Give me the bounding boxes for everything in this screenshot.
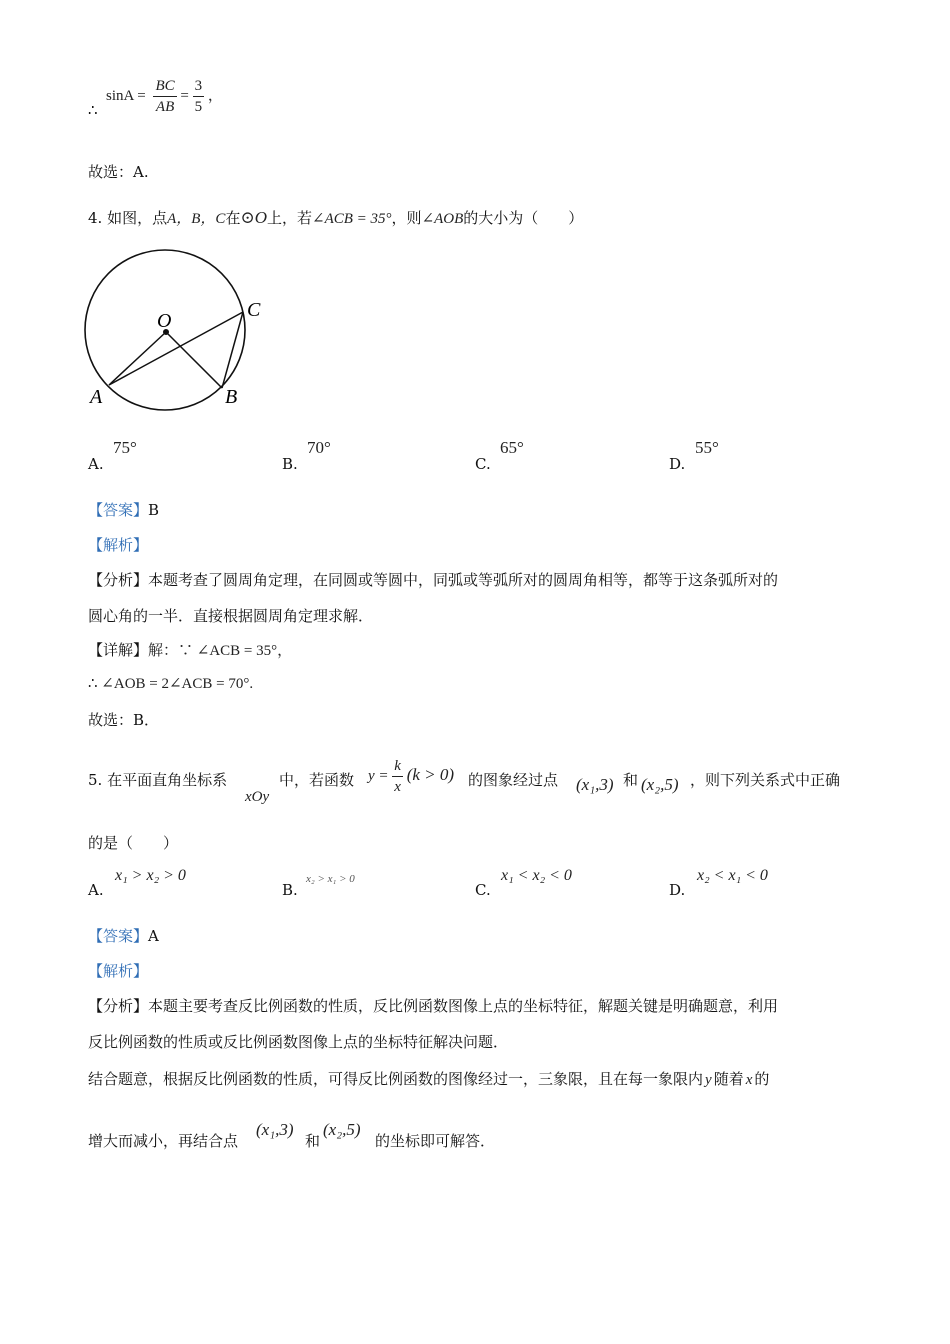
label-b: B bbox=[225, 386, 238, 408]
q4-detail-line2 bbox=[88, 674, 253, 694]
label-o: O bbox=[157, 310, 172, 332]
fenxi-label: 【分析】 bbox=[88, 997, 149, 1015]
label-c: C bbox=[247, 299, 261, 321]
q5-system: xOy bbox=[245, 789, 270, 805]
q5-analysis-line4-end: 的坐标即可解答． bbox=[375, 1132, 496, 1150]
q4-fenxi-line2: 圆心角的一半．直接根据圆周角定理求解． bbox=[88, 607, 374, 625]
q5-option-c[interactable] bbox=[475, 880, 491, 900]
q5-stem-line2: 的是（ ） bbox=[88, 834, 179, 852]
option-letter: A. bbox=[88, 881, 104, 899]
q4-condition: ∠ACB = 35° bbox=[312, 211, 392, 227]
option-letter: C. bbox=[475, 455, 491, 473]
q5-option-a-value: x₁ > x₂ > 0 bbox=[115, 867, 186, 884]
sine-equation bbox=[106, 76, 223, 117]
analysis-text: 随着 bbox=[713, 1070, 744, 1088]
fenxi-text: 本题考查了圆周角定理，在同圆或等圆中，同弧或等弧所对的圆周角相等，都等于这条弧所对的 bbox=[148, 571, 779, 589]
segment-ac bbox=[109, 312, 243, 385]
option-letter: B. bbox=[282, 455, 298, 473]
fraction-denominator: 5 bbox=[194, 99, 203, 115]
q5-fenxi-line1 bbox=[88, 996, 778, 1016]
q5-analysis-line4-start: 增大而减小，再结合点 bbox=[88, 1132, 239, 1150]
q4-analysis-label: 【解析】 bbox=[88, 536, 149, 554]
q5-number: 5. bbox=[88, 771, 103, 789]
q4-stem-text: 的大小为（ ） bbox=[463, 209, 584, 227]
q4-target-angle: ∠AOB bbox=[421, 211, 464, 227]
fraction-bc-ab bbox=[153, 76, 176, 117]
q5-stem-text: ，则下列关系式中正确 bbox=[690, 771, 841, 789]
q5-answer bbox=[88, 926, 159, 946]
var-x: x bbox=[745, 1072, 753, 1088]
label-a: A bbox=[90, 386, 103, 408]
q5-line4-and: 和 bbox=[305, 1132, 321, 1150]
q4-circle-symbol: ⊙O bbox=[240, 208, 267, 227]
answer-value: A bbox=[148, 927, 159, 945]
option-letter: A. bbox=[88, 455, 104, 473]
q5-option-c-value: x₁ < x₂ < 0 bbox=[501, 867, 572, 884]
detail-period: . bbox=[249, 676, 254, 692]
option-letter: B. bbox=[282, 881, 298, 899]
q4-option-a[interactable] bbox=[88, 454, 104, 474]
detail-label: 【详解】 bbox=[88, 641, 149, 659]
q4-option-b[interactable] bbox=[282, 454, 298, 474]
q4-stem-text: 如图，点 bbox=[107, 209, 168, 227]
answer-label: 【答案】 bbox=[88, 501, 149, 519]
q5-line4-point2: (x₂,5) bbox=[323, 1120, 361, 1139]
q4-fenxi-line1 bbox=[88, 570, 778, 590]
fraction-denominator: x bbox=[394, 779, 401, 795]
function-y: y = bbox=[368, 767, 389, 784]
q5-fenxi-line2: 反比例函数的性质或反比例函数图像上点的坐标特征解决问题． bbox=[88, 1033, 509, 1051]
fraction-3-5 bbox=[193, 76, 205, 117]
segment-ob bbox=[166, 332, 222, 388]
q5-stem bbox=[88, 770, 227, 790]
q5-point2: (x₂,5) bbox=[641, 775, 679, 794]
q5-option-d[interactable] bbox=[669, 880, 685, 900]
function-fraction bbox=[392, 756, 403, 797]
q5-stem-text: 中，若函数 bbox=[279, 771, 355, 789]
q4-number: 4. bbox=[88, 209, 103, 227]
q5-option-b-value: x₂ > x₁ > 0 bbox=[306, 873, 355, 885]
circle-figure bbox=[80, 245, 280, 415]
detail-expression: ∴ ∠AOB = 2∠ACB = 70° bbox=[88, 676, 250, 692]
q5-analysis-line3 bbox=[88, 1069, 769, 1090]
q5-point1: (x₁,3) bbox=[576, 775, 614, 794]
q4-option-b-value: 70° bbox=[307, 438, 331, 457]
fenxi-text: 本题主要考查反比例函数的性质，反比例函数图像上点的坐标特征，解题关键是明确题意，利用 bbox=[148, 997, 779, 1015]
q5-line4-point1: (x₁,3) bbox=[256, 1120, 294, 1139]
analysis-text: 结合题意，根据反比例函数的性质，可得反比例函数的图像经过一，三象限，且在每一象限内 bbox=[88, 1070, 704, 1088]
equals-sign: = bbox=[180, 87, 189, 104]
segment-bc bbox=[222, 312, 243, 388]
q4-points: A，B，C bbox=[167, 211, 226, 227]
q5-option-a[interactable] bbox=[88, 880, 104, 900]
q5-and: 和 bbox=[623, 771, 639, 789]
q5-stem-text: 的图象经过点 bbox=[468, 771, 559, 789]
q4-answer bbox=[88, 500, 159, 520]
fenxi-label: 【分析】 bbox=[88, 571, 149, 589]
comma: ， bbox=[207, 87, 223, 104]
function-condition: (k > 0) bbox=[406, 764, 455, 784]
q5-option-d-value: x₂ < x₁ < 0 bbox=[697, 867, 768, 884]
q4-stem-text: 在 bbox=[225, 209, 241, 227]
q4-stem-text: ，则 bbox=[391, 209, 422, 227]
q4-stem-text: 上，若 bbox=[267, 209, 313, 227]
fraction-numerator: BC bbox=[153, 76, 176, 97]
q4-option-c[interactable] bbox=[475, 454, 491, 474]
fraction-numerator: k bbox=[392, 756, 403, 777]
prev-choose-line: 故选：A. bbox=[88, 163, 149, 181]
answer-value: B bbox=[148, 501, 160, 519]
sin-expression: sinA = bbox=[106, 87, 146, 104]
q4-stem bbox=[88, 208, 583, 229]
var-y: y bbox=[705, 1072, 712, 1088]
analysis-text: 的 bbox=[754, 1070, 770, 1088]
therefore-symbol: ∴ bbox=[88, 101, 98, 119]
fraction-numerator: 3 bbox=[193, 76, 205, 97]
q5-analysis-label: 【解析】 bbox=[88, 962, 149, 980]
fraction-denominator: AB bbox=[155, 99, 175, 115]
q5-function bbox=[368, 756, 454, 797]
q4-choose-line: 故选：B． bbox=[88, 711, 160, 729]
q4-option-c-value: 65° bbox=[500, 438, 524, 457]
q5-option-b[interactable] bbox=[282, 880, 298, 900]
detail-text: 解：∵ ∠ACB = 35°， bbox=[148, 643, 293, 659]
option-letter: D. bbox=[669, 881, 686, 899]
q5-stem-text: 在平面直角坐标系 bbox=[107, 771, 228, 789]
option-letter: D. bbox=[669, 455, 686, 473]
q4-option-d[interactable] bbox=[669, 454, 685, 474]
option-letter: C. bbox=[475, 881, 491, 899]
q4-option-d-value: 55° bbox=[695, 438, 719, 457]
q4-option-a-value: 75° bbox=[113, 438, 137, 457]
answer-label: 【答案】 bbox=[88, 927, 149, 945]
q4-detail-line1 bbox=[88, 640, 292, 661]
